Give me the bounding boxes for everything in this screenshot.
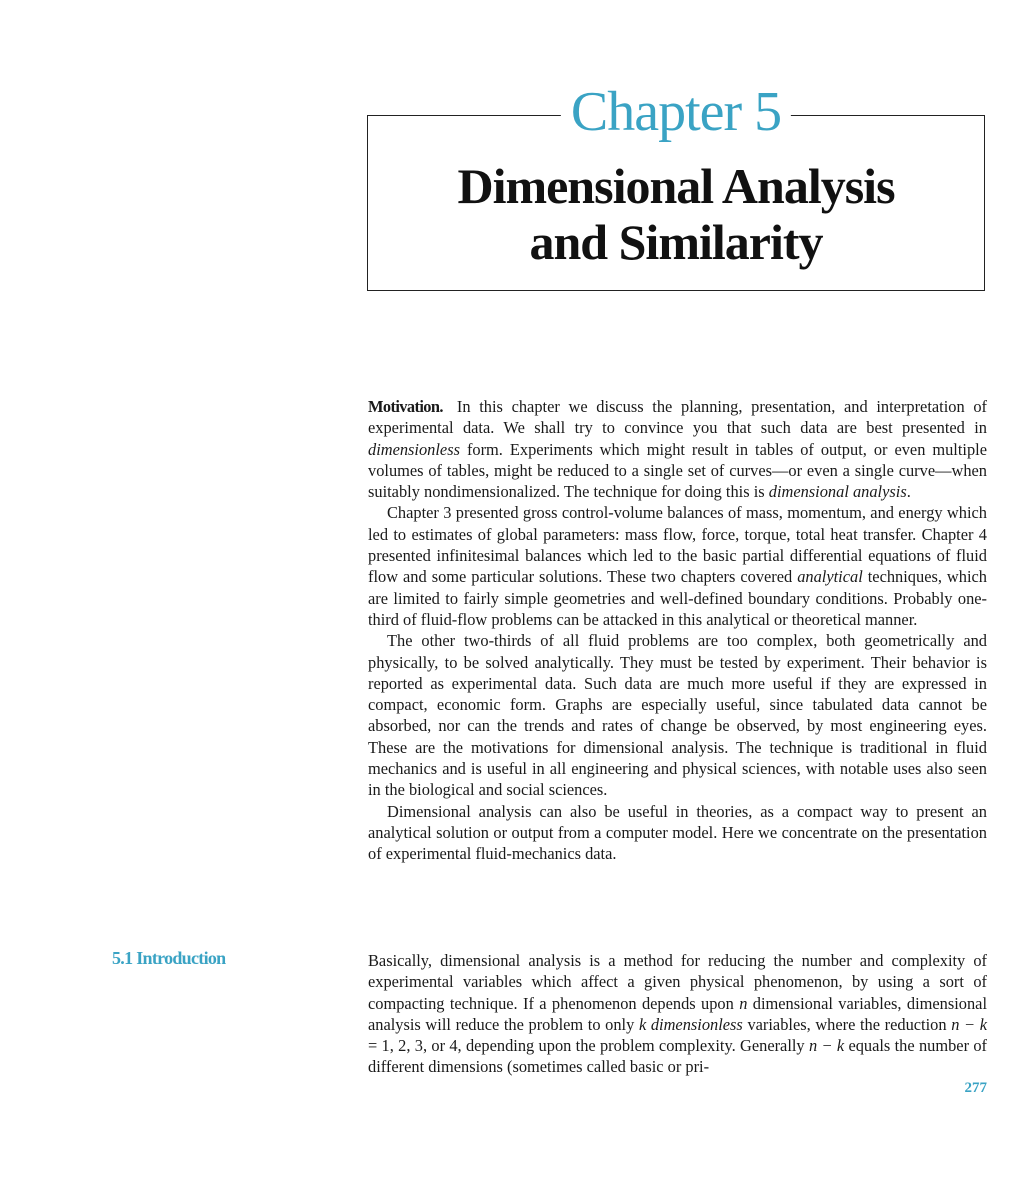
section-heading: 5.1 Introduction — [112, 948, 226, 968]
chapter-title-line-2: and Similarity — [529, 214, 823, 270]
motivation-paragraph-2: Chapter 3 presented gross control-volume balances of mass, momentum, and energy which led to estimates of global parameters: mass flow, force, torque, total heat transfer. Chapter 4 presented infinitesimal balances which led to the basic partial differential equations of fluid flow and some particular solutions. These two chapters covered analytical techniques, which are limited to fairly simple geometries and well-defined boundary conditions. Probably one-third of fluid-flow problems can be attacked in this analytical or theoretical manner. — [368, 503, 987, 629]
motivation-section — [368, 396, 987, 865]
motivation-heading: Motivation. — [368, 397, 443, 416]
page-number: 277 — [964, 1080, 987, 1096]
motivation-paragraph-1: Motivation. In this chapter we discuss the planning, presentation, and interpretation of experimental data. We shall try to convince you that such data are best presented in dimensionless form. Experiments which might result in tables of output, or even multiple volumes of tables, might be reduced to a single set of curves—or even a single curve—when suitably nondimensionalized. The technique for doing this is dimensional analysis. — [368, 397, 987, 502]
introduction-section — [368, 950, 987, 1078]
motivation-paragraph-4: Dimensional analysis can also be useful in theories, as a compact way to present an analytical solution or output from a computer model. Here we concentrate on the presentation of experimental fluid-mechanics data. — [368, 801, 987, 864]
chapter-title — [368, 158, 984, 270]
chapter-title-box — [367, 81, 985, 291]
motivation-paragraph-3: The other two-thirds of all fluid problems are too complex, both geometrically and physically, to be solved analytically. They must be tested by experiment. Their behavior is reported as experimental data. Such data are much more useful if they are expressed in compact, economic form. Graphs are especially useful, since tabulated data cannot be absorbed, nor can the trends and rates of change be observed, by most engineering eyes. These are the motivations for dimensional analysis. The technique is traditional in fluid mechanics and is useful in all engineering and physical sciences, with notable uses also seen in the biological and social sciences. — [368, 631, 987, 800]
chapter-label: Chapter 5 — [561, 80, 791, 144]
introduction-paragraph-1: Basically, dimensional analysis is a method for reducing the number and complexity of experimental variables which affect a given physical phenomenon, by using a sort of compacting technique. If a phenomenon depends upon n dimensional variables, dimensional analysis will reduce the problem to only k dimensionless variables, where the reduction n − k = 1, 2, 3, or 4, depending upon the problem complexity. Generally n − k equals the number of different dimensions (sometimes called basic or pri- — [368, 951, 988, 1077]
chapter-title-line-1: Dimensional Analysis — [457, 158, 895, 214]
